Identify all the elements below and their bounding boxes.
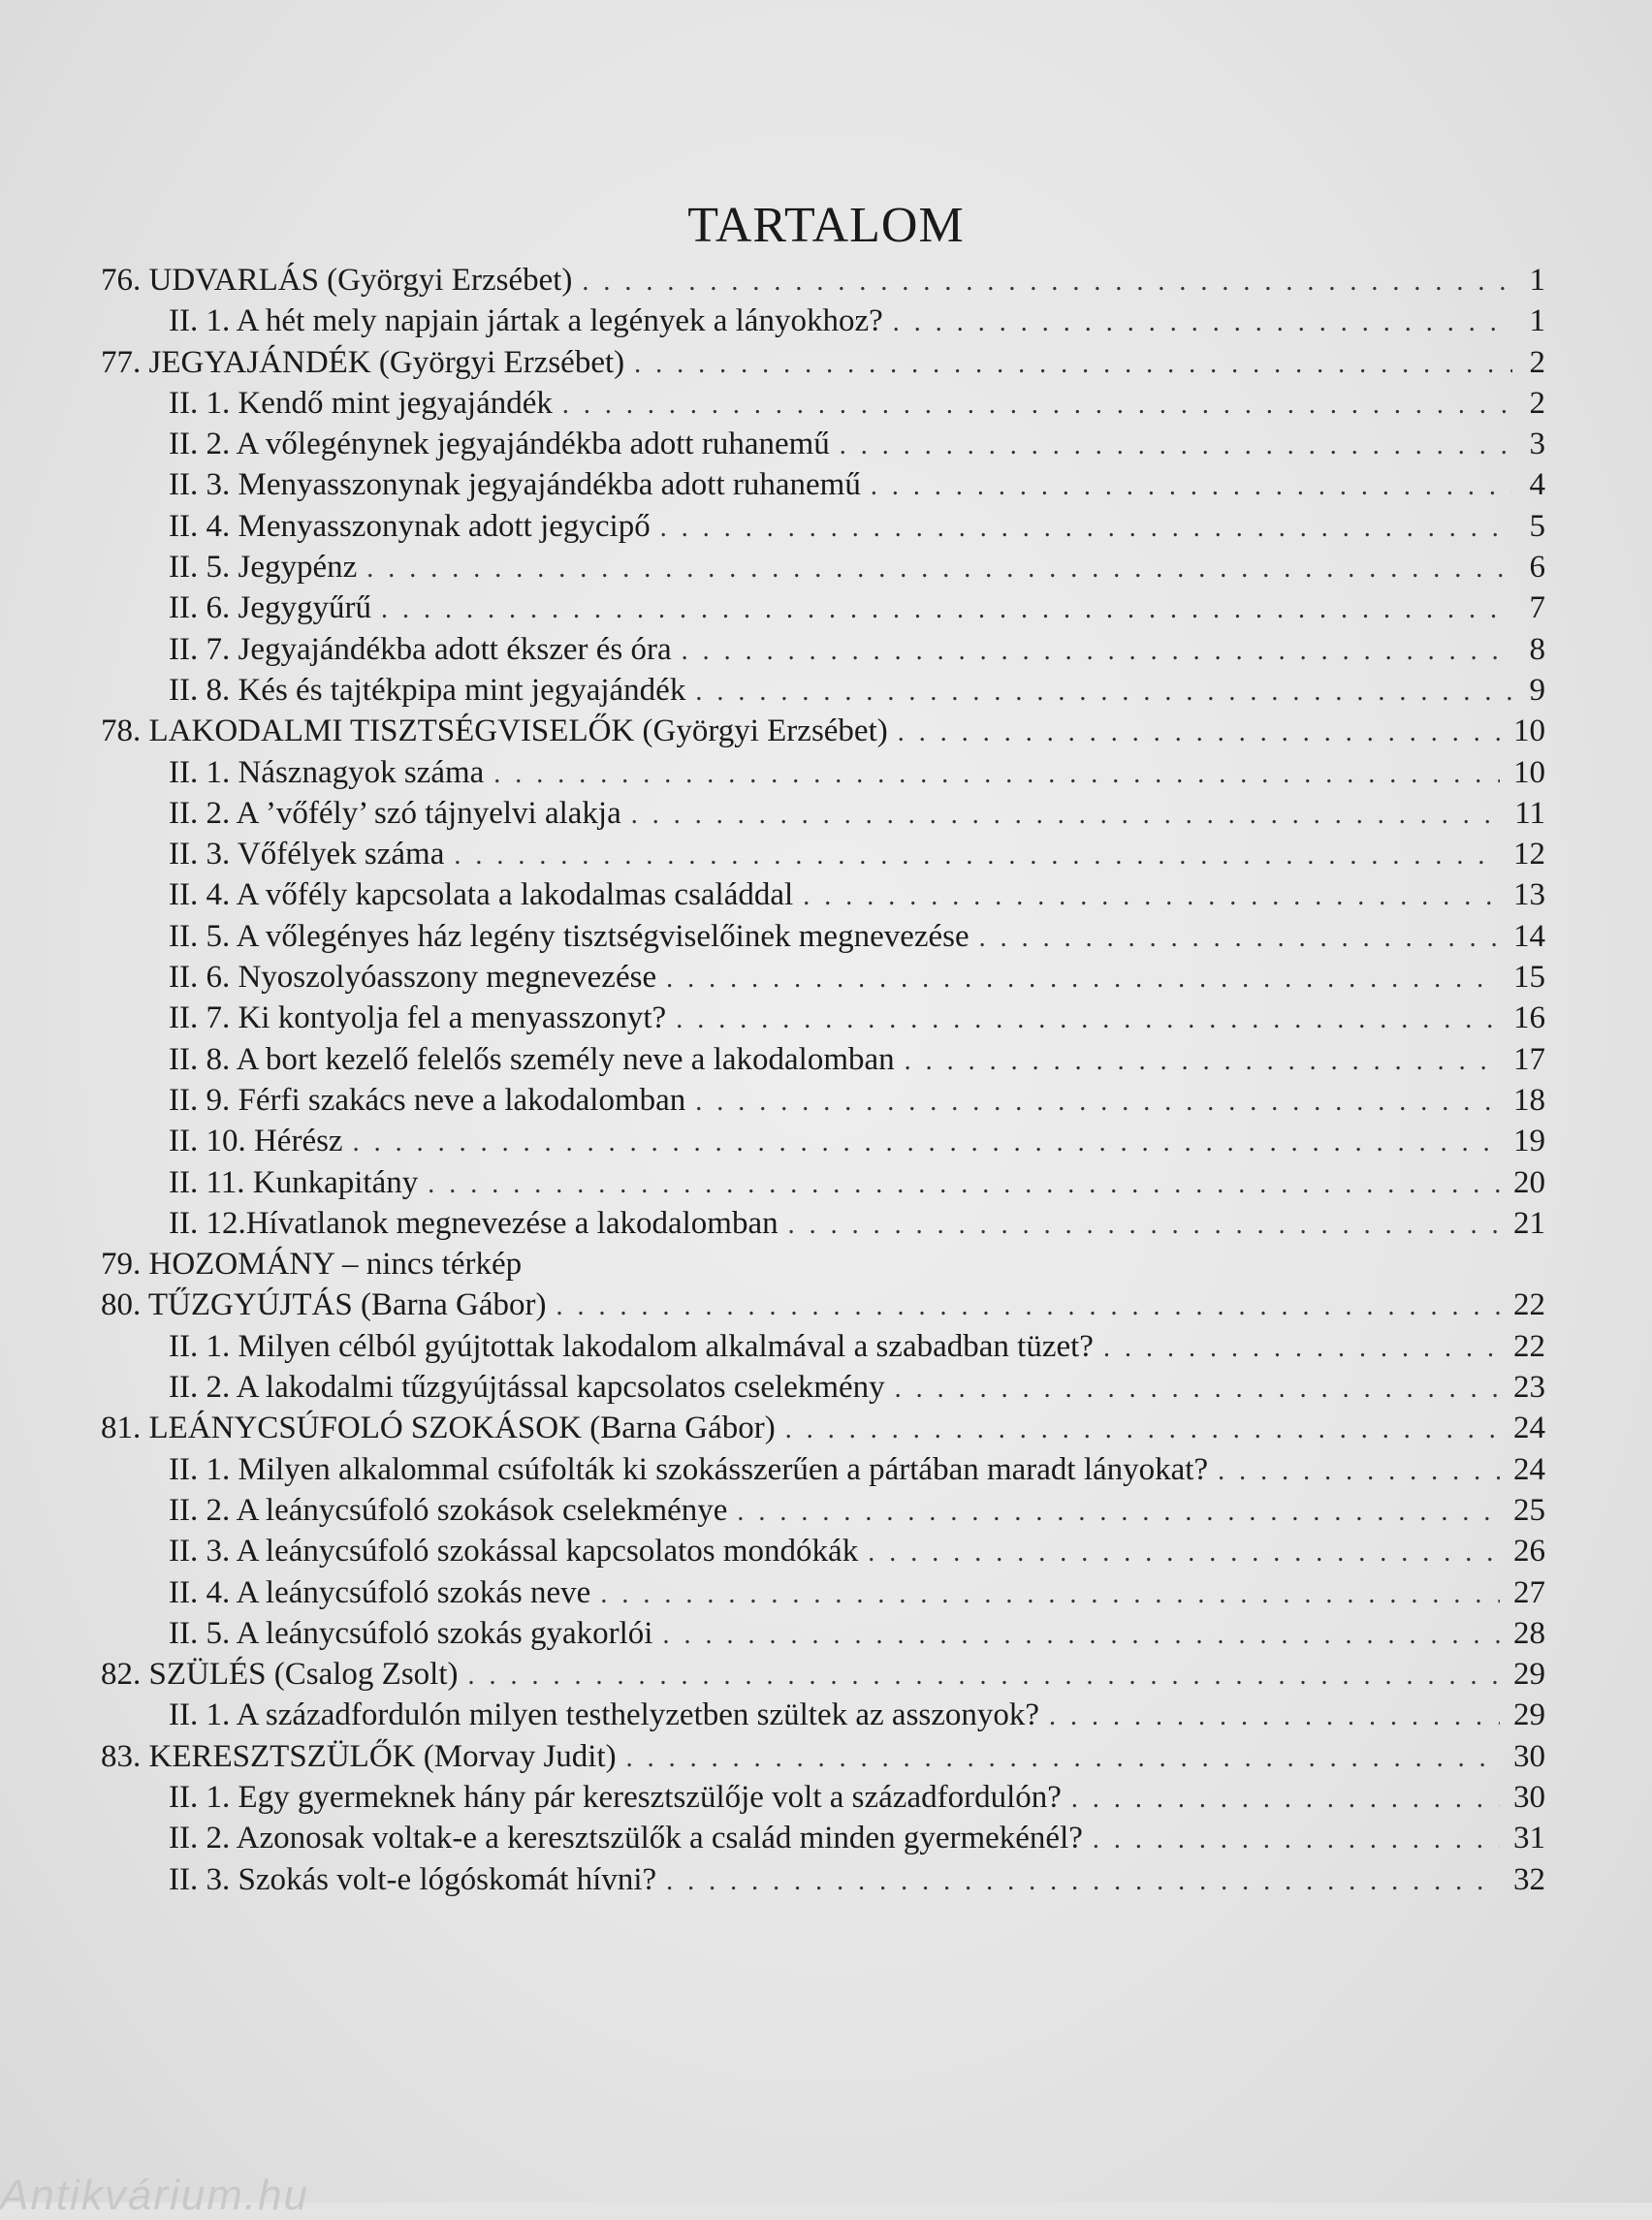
toc-chapter [101,1244,1545,1284]
dot-leader [493,754,1500,795]
dot-leader [562,385,1512,426]
dot-leader [428,1164,1500,1205]
dot-leader [871,466,1512,507]
toc-subentry [101,1777,1545,1818]
toc-subentry [101,1367,1545,1408]
dot-leader [631,795,1501,836]
toc-chapter [101,1654,1545,1695]
dot-leader [454,836,1500,876]
toc-page-number: 20 [1513,1164,1545,1200]
toc-page-number: 32 [1513,1861,1545,1897]
toc-entry-title: II. 8. Kés és tajtékpipa mint jegyajándék [169,672,686,708]
toc-subentry [101,793,1545,834]
toc-entry-title: II. 6. Nyoszolyóasszony megnevezése [169,960,657,996]
toc-entry-title: II. 4. A leánycsúfoló szokás neve [169,1574,591,1610]
toc-entry-title: II. 1. Násznagyok száma [169,754,485,790]
dot-leader [898,713,1500,753]
toc-entry-title: II. 11. Kunkapitány [169,1164,419,1200]
toc-entry-title: II. 3. Szokás volt-e lógóskomát hívni? [169,1861,657,1897]
toc-subentry [101,629,1545,670]
toc-entry-title: II. 5. Jegypénz [169,550,358,586]
toc-subentry [101,383,1545,424]
toc-subentry [101,1162,1545,1203]
toc-page-number: 4 [1529,467,1545,503]
dot-leader [1071,1779,1500,1820]
toc-subentry [101,1818,1545,1858]
toc-entry-title: II. 2. A ’vőfély’ szó tájnyelvi alakja [169,795,621,831]
toc-page-number: 6 [1529,550,1545,586]
toc-page-number: 1 [1529,263,1545,298]
dot-leader [366,549,1512,589]
toc-page-number: 5 [1529,508,1545,544]
toc-subentry [101,1613,1545,1654]
toc-page-number: 27 [1513,1574,1545,1610]
toc-page-number: 30 [1513,1779,1545,1815]
toc-entry-title: 82. SZÜLÉS (Csalog Zsolt) [101,1657,459,1693]
toc-page-number: 8 [1529,631,1545,667]
toc-page-number: 14 [1513,918,1545,954]
dot-leader [1093,1820,1500,1860]
toc-subentry [101,301,1545,341]
toc-page-number: 16 [1513,1000,1545,1036]
toc-subentry [101,506,1545,547]
dot-leader [381,589,1512,630]
dot-leader [840,426,1512,466]
dot-leader [600,1574,1500,1615]
dot-leader [582,262,1512,302]
toc-chapter [101,1408,1545,1448]
dot-leader [666,959,1500,999]
toc-subentry [101,1572,1545,1613]
toc-page-number: 9 [1529,672,1545,708]
toc-page-number: 23 [1513,1370,1545,1406]
dot-leader [1218,1451,1500,1492]
toc-entry-title: II. 3. Vőfélyek száma [169,837,445,872]
toc-subentry [101,752,1545,793]
toc-subentry [101,834,1545,874]
dot-leader [353,1123,1500,1163]
dot-leader [626,1738,1500,1779]
toc-entry-title: 80. TŰZGYÚJTÁS (Barna Gábor) [101,1287,547,1323]
dot-leader [893,302,1512,343]
toc-page-number: 13 [1513,877,1545,913]
toc-subentry [101,1080,1545,1121]
toc-subentry [101,424,1545,464]
dot-leader [803,876,1500,917]
toc-page-number: 12 [1513,837,1545,872]
toc-page-number: 11 [1514,795,1545,831]
dot-leader [895,1369,1500,1410]
toc-entry-title: 78. LAKODALMI TISZTSÉGVISELŐK (Györgyi Erzsébet) [101,714,888,749]
dot-leader [695,1082,1500,1123]
dot-leader [660,508,1512,549]
dot-leader [785,1410,1500,1450]
toc-chapter [101,260,1545,301]
toc-page-number: 15 [1513,960,1545,996]
toc-entry-title: II. 7. Jegyajándékba adott ékszer és óra [169,631,672,667]
toc-entry-title: II. 2. A lakodalmi tűzgyújtással kapcsolatos cselekmény [169,1370,885,1406]
toc-entry-title: II. 1. Kendő mint jegyajándék [169,385,553,421]
watermark: Antikvárium.hu [0,2172,310,2219]
toc-subentry [101,1326,1545,1367]
dot-leader [676,999,1500,1040]
toc-page-number: 26 [1513,1534,1545,1570]
toc-subentry [101,670,1545,711]
dot-leader [682,631,1512,672]
dot-leader [737,1492,1500,1533]
toc-subentry [101,916,1545,957]
dot-leader [905,1041,1500,1082]
toc-entry-title: II. 1. A hét mely napjain jártak a legények a lányokhoz? [169,303,883,339]
toc-entry-title: II. 9. Férfi szakács neve a lakodalomban [169,1082,686,1118]
toc-page-number: 22 [1513,1328,1545,1364]
toc-page-number: 29 [1513,1697,1545,1733]
dot-leader [634,344,1512,385]
toc-page-number: 3 [1529,427,1545,462]
dot-leader [788,1205,1500,1246]
dot-leader [556,1286,1500,1327]
toc-chapter [101,342,1545,383]
toc-entry-title: II. 1. Milyen alkalommal csúfolták ki szokásszerűen a pártában maradt lányokat? [169,1451,1209,1487]
toc-entry-title: II. 1. Milyen célból gyújtottak lakodalom alkalmával a szabadban tüzet? [169,1328,1094,1364]
dot-leader [468,1656,1501,1697]
toc-entry-title: II. 4. Menyasszonynak adott jegycipő [169,508,651,544]
toc-entry-title: II. 3. Menyasszonynak jegyajándékba adott ruhanemű [169,467,861,503]
toc-entry-title: II. 1. Egy gyermeknek hány pár keresztszülője volt a századfordulón? [169,1779,1062,1815]
toc-entry-title: II. 12.Hívatlanok megnevezése a lakodalomban [169,1205,778,1241]
toc-page-number: 24 [1513,1411,1545,1446]
toc-subentry [101,1121,1545,1161]
toc-subentry [101,1039,1545,1080]
toc-subentry [101,1203,1545,1244]
toc-subentry [101,1490,1545,1531]
toc-page-number: 30 [1513,1738,1545,1774]
toc-entry-title: II. 8. A bort kezelő felelős személy neve a lakodalomban [169,1041,895,1077]
dot-leader [868,1533,1500,1573]
toc-entry-title: 83. KERESZTSZÜLŐK (Morvay Judit) [101,1738,617,1774]
toc-chapter [101,1284,1545,1325]
toc-subentry [101,1695,1545,1735]
toc-subentry [101,874,1545,915]
toc-subentry [101,957,1545,998]
toc-subentry [101,998,1545,1038]
toc-entry-title: II. 2. A vőlegénynek jegyajándékba adott ruhanemű [169,427,830,462]
dot-leader [662,1615,1500,1656]
dot-leader [695,672,1512,713]
toc-page-number: 2 [1529,344,1545,380]
dot-leader [666,1861,1500,1902]
toc-subentry [101,547,1545,587]
toc-entry-title: 79. HOZOMÁNY – nincs térkép [101,1247,523,1283]
toc-subentry [101,1531,1545,1571]
toc-page-number: 10 [1513,714,1545,749]
toc-page-number: 17 [1513,1041,1545,1077]
toc-entry-title: II. 5. A vőlegényes ház legény tisztségviselőinek megnevezése [169,918,969,954]
toc-entry-title: II. 2. Azonosak voltak-e a keresztszülők a család minden gyermekénél? [169,1821,1083,1856]
toc-entry-title: II. 6. Jegygyűrű [169,590,371,626]
toc-entry-title: II. 7. Ki kontyolja fel a menyasszonyt? [169,1000,667,1036]
toc-subentry [101,1859,1545,1900]
toc-entry-title: II. 10. Hérész [169,1124,343,1159]
toc-page-number: 31 [1513,1821,1545,1856]
toc-subentry [101,587,1545,628]
toc-entry-title: II. 5. A leánycsúfoló szokás gyakorlói [169,1615,653,1651]
dot-leader [979,918,1500,959]
toc-subentry [101,1449,1545,1490]
toc-chapter [101,1736,1545,1777]
toc-entry-title: II. 4. A vőfély kapcsolata a lakodalmas családdal [169,877,794,913]
toc-entry-title: II. 3. A leánycsúfoló szokással kapcsolatos mondókák [169,1534,859,1570]
toc-entry-title: 76. UDVARLÁS (Györgyi Erzsébet) [101,263,573,298]
dot-leader [1049,1697,1500,1737]
toc-entry-title: II. 1. A századfordulón milyen testhelyzetben szültek az asszonyok? [169,1697,1040,1733]
toc-subentry [101,464,1545,505]
toc-page-number: 29 [1513,1657,1545,1693]
toc-page-number: 28 [1513,1615,1545,1651]
toc-chapter [101,711,1545,751]
toc-entry-title: 77. JEGYAJÁNDÉK (Györgyi Erzsébet) [101,344,625,380]
toc-page-number: 1 [1529,303,1545,339]
toc-page-number: 25 [1513,1492,1545,1528]
toc-page-number: 18 [1513,1082,1545,1118]
table-of-contents [101,260,1545,1900]
toc-page-number: 7 [1529,590,1545,626]
page-title: TARTALOM [687,197,965,253]
dot-leader [1103,1328,1500,1369]
toc-entry-title: II. 2. A leánycsúfoló szokások cselekménye [169,1492,728,1528]
toc-page-number: 22 [1513,1287,1545,1323]
toc-page-number: 2 [1529,385,1545,421]
toc-page-number: 10 [1513,754,1545,790]
toc-page-number: 24 [1513,1451,1545,1487]
toc-page-number: 21 [1513,1205,1545,1241]
toc-page-number: 19 [1513,1124,1545,1159]
toc-entry-title: 81. LEÁNYCSÚFOLÓ SZOKÁSOK (Barna Gábor) [101,1411,776,1446]
